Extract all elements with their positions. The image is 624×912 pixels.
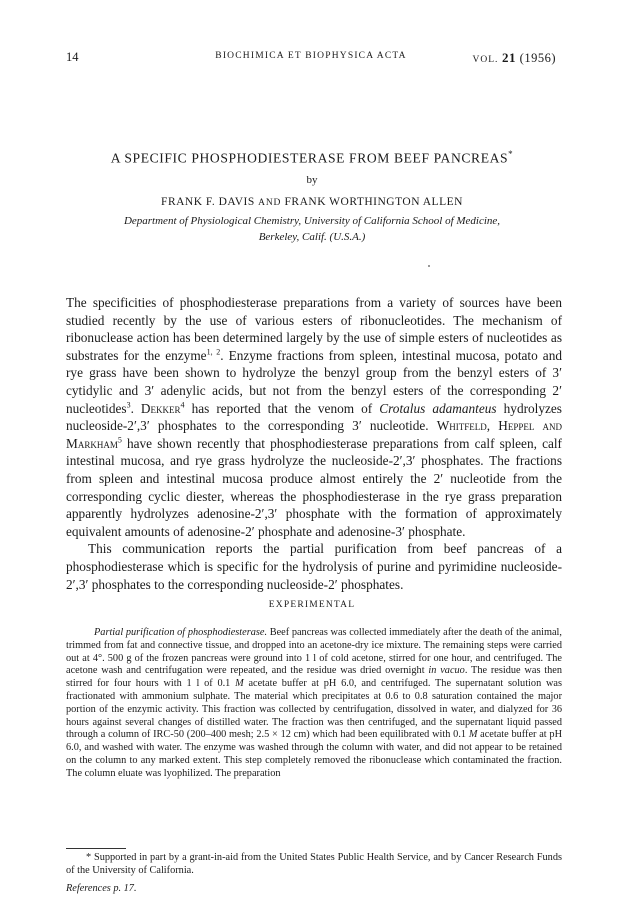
author-list — [0, 196, 624, 208]
p1-text-1: The specificities of phosphodiesterase preparations from a variety of sources have been studied recently by the use of various esters of ribonucleotides. The mechanism of ribonuclease action has been determined largely by the use of simple esters of nucleotides as substrates for the enzyme — [66, 295, 562, 363]
citation-4: 4 — [180, 400, 185, 410]
purification-subheading: Partial purification of phosphodiesterase. — [94, 627, 268, 638]
running-header — [66, 50, 556, 66]
p1-comma: , — [486, 418, 499, 434]
affiliation — [60, 213, 564, 245]
author-allen: FRANK WORTHINGTON ALLEN — [284, 196, 463, 208]
exp-text-4: acetate buffer at pH 6.0, and washed with water. The enzyme was washed through the column with water, and did not appear to be retained on the column to any marked extent. This step completely removed the ribonuclease which contaminated the fraction. The column eluate was lyophilized. The preparation — [66, 729, 562, 779]
p1-text-4: has reported that the venom of — [184, 400, 380, 416]
footnote-rule — [66, 848, 126, 849]
footnote-paragraph — [66, 852, 562, 878]
footnote-text: Supported in part by a grant-in-aid from the United States Public Health Service, and by Cancer Research Funds of the University of California. — [66, 852, 562, 876]
intro-paragraph-1 — [66, 294, 562, 540]
species-name: Crotalus adamanteus — [379, 400, 497, 416]
footnote — [66, 852, 562, 878]
article-title — [40, 149, 584, 167]
journal-name: BIOCHIMICA ET BIOPHYSICA ACTA — [215, 51, 407, 61]
p1-text-6: have shown recently that phosphodiesterase preparations from calf spleen, calf intestinal mucosa, and rye grass hydrolyze the nucleoside-2′,3′ phosphates. The fractions from spleen and intestinal mucosa produce almost entirely the 2′ nucleotide from the corresponding cyclic diester, whereas the phosphodiesterase in the rye grass preparation apparently hydrolyzes adenosine-2′,3′ phosphate with the formation of approximately equivalent amounts of adenosine-2′ phosphate and adenosine-3′ phosphate. — [66, 435, 562, 539]
footnote-mark: * — [86, 852, 92, 863]
section-heading-experimental: EXPERIMENTAL — [268, 600, 356, 610]
affiliation-line-1: Department of Physiological Chemistry, University of California School of Medicine, — [123, 215, 501, 227]
exp-text-1: Beef pancreas was collected immediately after the death of the animal, trimmed from fat and connective tissue, and dropped into an acetone-dry ice mixture. The remaining steps were carried out at 4°. 500 g of the frozen pancreas were ground into 1 l of cold acetone, stirred for one hour, and centrifuged. The acetone wash and centrifugation were repeated, and the residue was dried overnight — [66, 627, 562, 677]
author-ref-markham: Markham — [66, 435, 118, 451]
author-ref-dekker: Dekker — [140, 400, 181, 416]
volume-info — [473, 50, 556, 66]
stray-dot — [428, 265, 430, 267]
page-number: 14 — [66, 50, 79, 64]
exp-text-2: . The residue was then stirred for four hours with 1 l of 0.1 — [66, 665, 563, 690]
affiliation-line-2: Berkeley, Calif. (U.S.A.) — [258, 231, 366, 243]
volume-label: VOL. — [472, 55, 499, 65]
p1-text-3: . — [130, 400, 141, 416]
introduction — [66, 294, 562, 593]
p1-text-2: . Enzyme fractions from spleen, intestinal mucosa, potato and rye grass have been shown to hydrolyze the benzyl group from the benzyl esters of 3′ cytidylic and 3′ adenylic acids, but not from the benzyl esters of the corresponding 2′ nucleotides — [66, 347, 562, 416]
exp-text-3: acetate buffer at pH 6.0, and centrifuged. The supernatant solution was fractionated with ammonium sulphate. The material which precipitates at 0.6 to 0.8 saturation contained the major portion of the enzymic activity. This fraction was collected by centrifugation, dissolved in water, and dialyzed for 36 hours against several changes of distilled water. The fraction was then centrifuged, and the supernatant liquid passed through a column of IRC-50 (200–400 mesh; 2.5 × 12 cm) which had been equilibrated with 0.1 — [66, 678, 563, 741]
byline-by: by — [306, 174, 318, 186]
author-ref-heppel: Heppel — [498, 418, 535, 434]
exp-molar-1: M — [235, 678, 244, 690]
author-davis: FRANK F. DAVIS — [161, 196, 255, 208]
volume-number: 21 — [502, 50, 517, 65]
purification-paragraph — [66, 627, 562, 781]
author-ref-and: and — [534, 418, 562, 434]
citation-1-2: 1, 2 — [206, 347, 221, 357]
citation-5: 5 — [117, 435, 122, 445]
author-ref-whitfeld: Whitfeld — [436, 418, 487, 434]
volume-year: (1956) — [519, 51, 556, 65]
exp-molar-2: M — [468, 729, 478, 741]
citation-3: 3 — [126, 400, 131, 410]
intro-paragraph-2: This communication reports the partial purification from beef pancreas of a phosphodiesterase which is specific for the hydrolysis of purine and pyrimidine nucleoside-2′,3′ phosphates to the corresponding nucleoside-2′ phosphates. — [66, 541, 562, 592]
references-note: References p. 17. — [66, 883, 137, 894]
p1-text-5: hydrolyzes nucleoside-2′,3′ phosphates to the corresponding 3′ nucleotide. — [66, 400, 562, 434]
title-footnote-mark: * — [508, 149, 514, 159]
exp-in-vacuo: in vacuo — [428, 665, 465, 677]
author-conjunction: AND — [258, 198, 282, 208]
article-title-text: A SPECIFIC PHOSPHODIESTERASE FROM BEEF PANCREAS — [110, 150, 509, 166]
experimental-section — [66, 627, 562, 781]
